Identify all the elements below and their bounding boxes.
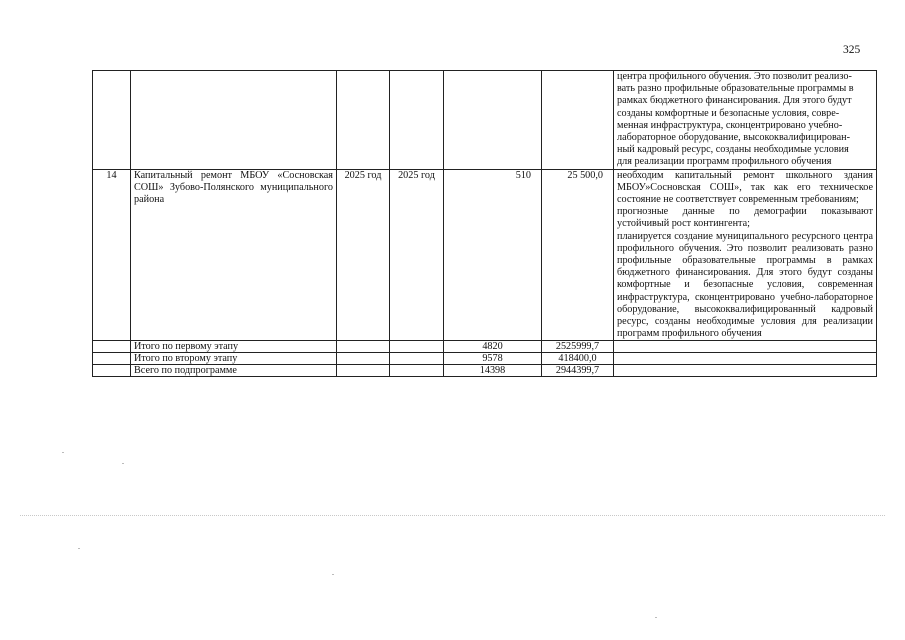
- total-row-stage-1: [93, 341, 877, 353]
- justification-paragraph: прогнозные данные по демографии показывают устойчивый рост контингента;: [617, 206, 873, 230]
- text-line: ный кадровый ресурс, созданы необходимые условия: [617, 144, 849, 156]
- item-name: Капитальный ремонт МБОУ «Сосновская СОШ» Зубово-Полянского муниципального района: [131, 169, 337, 341]
- scan-speck: [332, 574, 334, 575]
- item-justification: [614, 169, 877, 341]
- total-row-stage-2: [93, 353, 877, 365]
- scan-speck: [78, 548, 80, 549]
- scan-speck: [122, 463, 124, 464]
- total-row-subprogram: [93, 365, 877, 377]
- item-amount: 25 500,0: [542, 169, 614, 341]
- page-number: 325: [843, 44, 861, 56]
- text-line: вать разно профильные образовательные программы в: [617, 83, 854, 95]
- text-line: менная инфраструктура, сконцентрировано учебно-: [617, 119, 843, 131]
- text-line: созданы комфортные и безопасные условия, совре-: [617, 107, 840, 119]
- total-quantity: 4820: [444, 341, 542, 353]
- justification-paragraph: планируется создание муниципального ресурсного центра профильного обучения. Это позволит реализовать разно профильные образовательные программы в рамках бюджетного финансирования. Для этого будут созданы комфортные и безопасные условия, современная инфраструктура, сконцентрировано учебно-лабораторное оборудование, высококвалифицированный кадровый ресурс, созданы необходимые условия для реализации программ профильного обучения: [617, 230, 873, 340]
- justification-paragraph: необходим капитальный ремонт школьного здания МБОУ»Сосновская СОШ», так как его техническое состояние не соответствует современным требованиям;: [617, 169, 873, 206]
- subprogram-table: [92, 70, 877, 377]
- total-quantity: 14398: [444, 365, 542, 377]
- total-amount: 418400,0: [542, 353, 614, 365]
- scan-speck: [62, 452, 64, 453]
- text-line: центра профильного обучения. Это позволит реализо-: [617, 71, 852, 82]
- item-start-year: 2025 год: [337, 169, 390, 341]
- text-line: рамках бюджетного финансирования. Для этого будут: [617, 95, 852, 107]
- table-row-14: [93, 169, 877, 341]
- scan-noise-line: [20, 515, 885, 518]
- item-end-year: 2025 год: [390, 169, 444, 341]
- total-amount: 2944399,7: [542, 365, 614, 377]
- total-quantity: 9578: [444, 353, 542, 365]
- total-label: Всего по подпрограмме: [131, 365, 337, 377]
- total-label: Итого по второму этапу: [131, 353, 337, 365]
- continued-row: [93, 71, 877, 170]
- continued-justification: [614, 71, 877, 170]
- total-amount: 2525999,7: [542, 341, 614, 353]
- text-line: для реализации программ профильного обучения: [617, 156, 832, 168]
- scan-speck: [655, 617, 657, 618]
- text-line: лабораторное оборудование, высококвалифицирован-: [617, 132, 851, 144]
- item-quantity: 510: [444, 169, 542, 341]
- total-label: Итого по первому этапу: [131, 341, 337, 353]
- item-number: 14: [93, 169, 131, 341]
